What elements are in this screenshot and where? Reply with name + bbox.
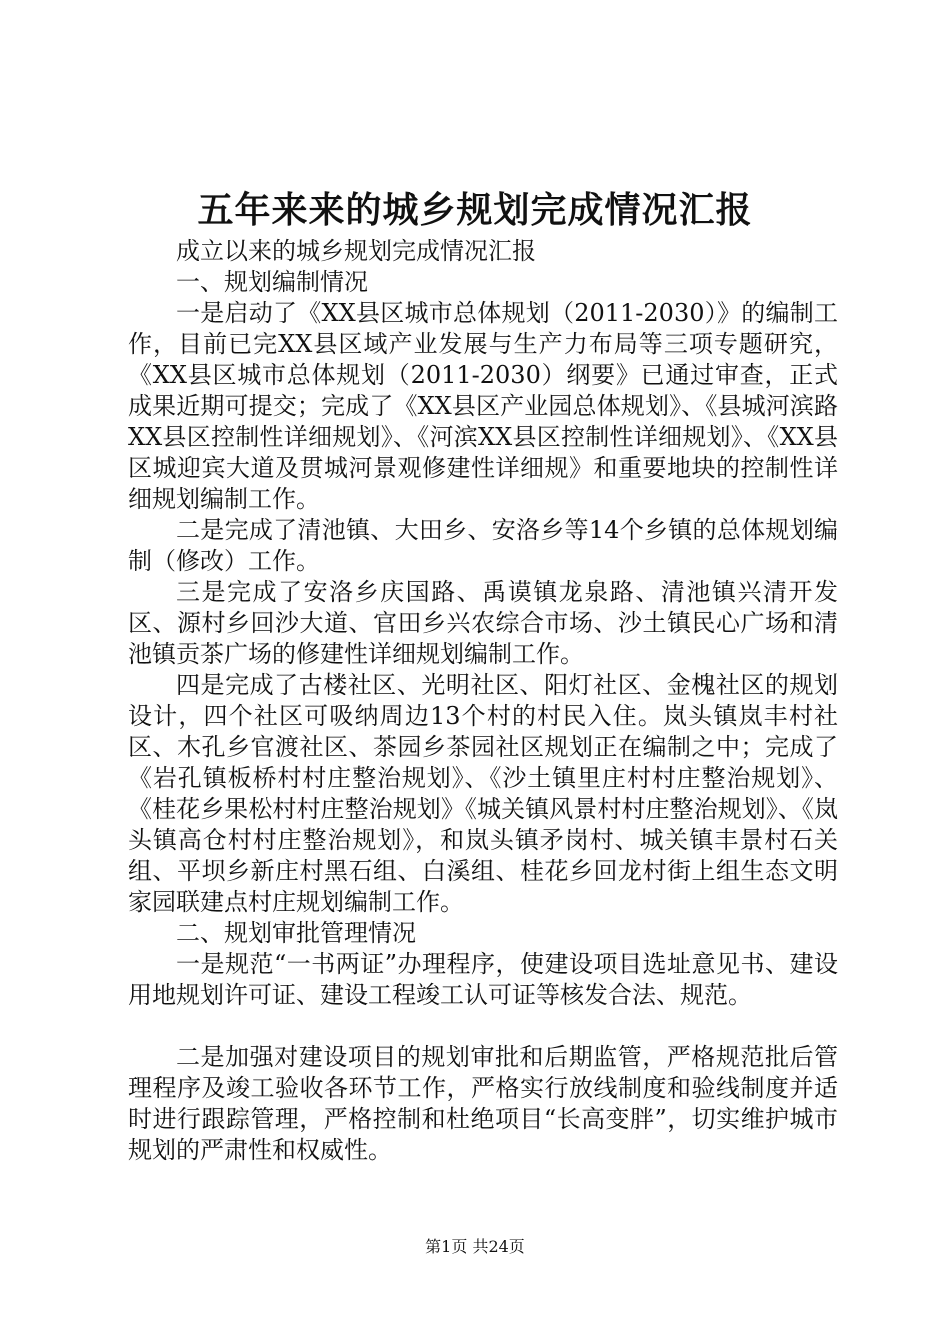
paragraph-item-2: 二是完成了清池镇、大田乡、安洛乡等14个乡镇的总体规划编制（修改）工作。: [128, 516, 838, 575]
section-heading-planning: 一、规划编制情况: [176, 268, 368, 296]
paragraph-item-1: 一是启动了《XX县区城市总体规划（2011-2030）》的编制工作，目前已完XX县区域产业发展与生产力布局等三项专题研究，《XX县区城市总体规划（2011-2030）纲要》已通过审查，正式成果近期可提交；完成了《XX县区产业园总体规划》、《县城河滨路XX县区控制性详细规划》、《河滨XX县区控制性详细规划》、《XX县区城迎宾大道及贯城河景观修建性详细规》和重要地块的控制性详细规划编制工作。: [128, 299, 838, 513]
paragraph-item-3: 三是完成了安洛乡庆国路、禹谟镇龙泉路、清池镇兴清开发区、源村乡回沙大道、官田乡兴农综合市场、沙土镇民心广场和清池镇贡茶广场的修建性详细规划编制工作。: [128, 578, 838, 668]
paragraph-item-4: 四是完成了古楼社区、光明社区、阳灯社区、金槐社区的规划设计，四个社区可吸纳周边13个村的村民入住。岚头镇岚丰村社区、木孔乡官渡社区、茶园乡茶园社区规划正在编制之中；完成了《岩孔镇板桥村村庄整治规划》、《沙土镇里庄村村庄整治规划》、《桂花乡果松村村庄整治规划》《城关镇风景村村庄整治规划》、《岚头镇高仓村村庄整治规划》，和岚头镇矛岗村、城关镇丰景村石关组、平坝乡新庄村黑石组、白溪组、桂花乡回龙村街上组生态文明家园联建点村庄规划编制工作。: [128, 671, 838, 916]
subtitle-paragraph: 成立以来的城乡规划完成情况汇报: [176, 237, 536, 265]
paragraph-approval-2: 二是加强对建设项目的规划审批和后期监管，严格规范批后管理程序及竣工验收各环节工作，严格实行放线制度和验线制度并适时进行跟踪管理，严格控制和杜绝项目“长高变胖”，切实维护城市规划的严肃性和权威性。: [128, 1043, 838, 1164]
document-title: 五年来来的城乡规划完成情况汇报: [197, 189, 753, 231]
paragraph-approval-1: 一是规范“一书两证”办理程序，使建设项目选址意见书、建设用地规划许可证、建设工程竣工认可证等核发合法、规范。: [128, 950, 838, 1009]
section-heading-approval: 二、规划审批管理情况: [176, 919, 416, 947]
page-footer: 第1页 共24页: [425, 1237, 525, 1256]
document-body: [128, 236, 838, 1166]
